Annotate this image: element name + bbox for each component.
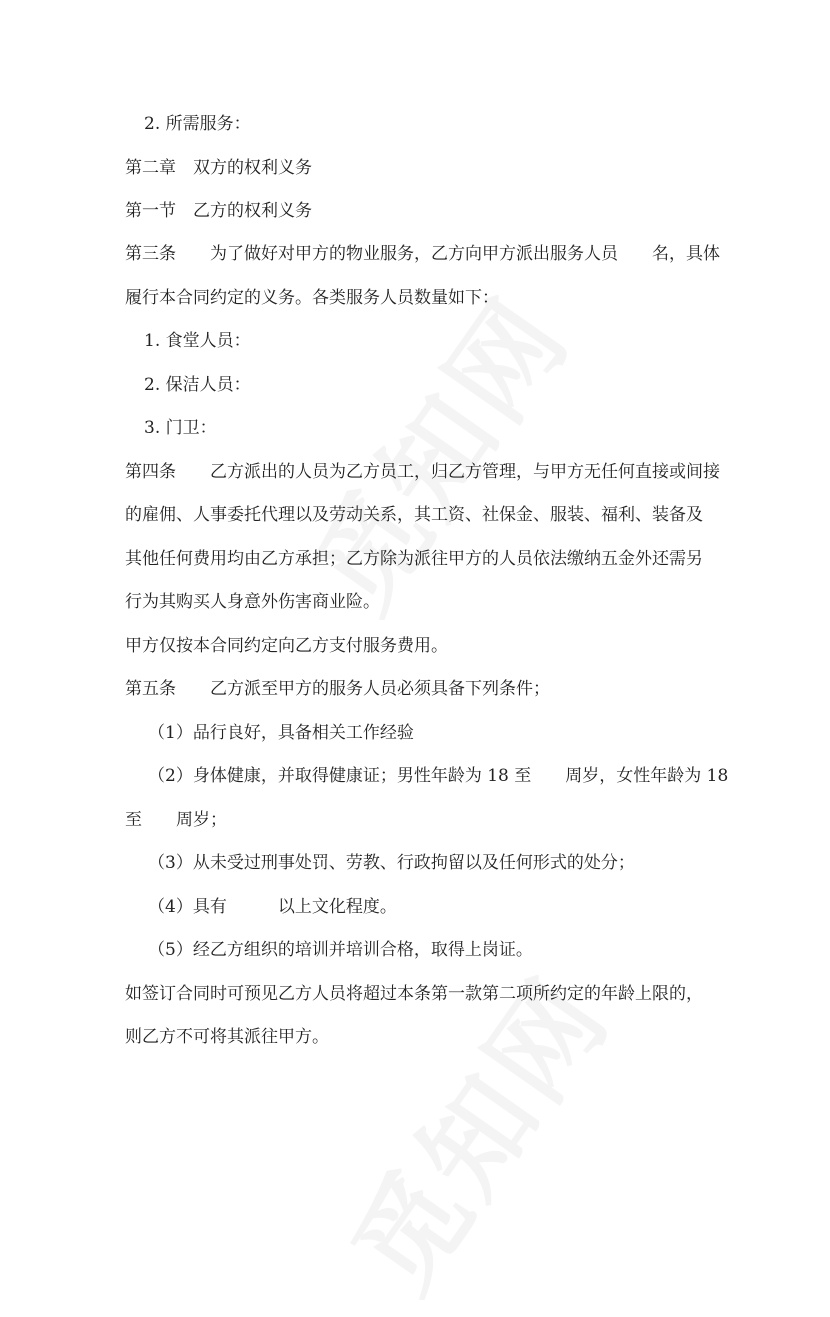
article-3-line-2: 履行本合同约定的义务。各类服务人员数量如下：	[125, 288, 499, 308]
item-required-services: 2. 所需服务：	[144, 114, 251, 134]
age-limit-clause-line-2: 则乙方不可将其派往甲方。	[125, 1027, 329, 1047]
condition-1: （1）品行良好，具备相关工作经验	[148, 723, 414, 743]
article-4-line-4: 行为其购买人身意外伤害商业险。	[125, 592, 380, 612]
condition-5: （5）经乙方组织的培训并培训合格，取得上岗证。	[148, 940, 533, 960]
chapter-heading: 第二章 双方的权利义务	[125, 158, 312, 178]
article-3-line-1: 第三条 为了做好对甲方的物业服务，乙方向甲方派出服务人员 名，具体	[125, 244, 720, 264]
age-limit-clause-line-1: 如签订合同时可预见乙方人员将超过本条第一款第二项所约定的年龄上限的，	[125, 984, 703, 1004]
staff-item-guard: 3. 门卫：	[144, 418, 217, 438]
article-4-line-1: 第四条 乙方派出的人员为乙方员工，归乙方管理，与甲方无任何直接或间接	[125, 462, 720, 482]
section-heading: 第一节 乙方的权利义务	[125, 201, 312, 221]
condition-2-line-2: 至 周岁；	[125, 810, 227, 830]
staff-item-cleaning: 2. 保洁人员：	[144, 375, 251, 395]
article-4-payment-clause: 甲方仅按本合同约定向乙方支付服务费用。	[125, 636, 448, 656]
article-4-line-2: 的雇佣、人事委托代理以及劳动关系，其工资、社保金、服装、福利、装备及	[125, 505, 703, 525]
condition-2-line-1: （2）身体健康，并取得健康证；男性年龄为 18 至 周岁，女性年龄为 18	[148, 766, 729, 786]
condition-4: （4）具有 以上文化程度。	[148, 897, 397, 917]
condition-3: （3）从未受过刑事处罚、劳教、行政拘留以及任何形式的处分；	[148, 853, 635, 873]
staff-item-canteen: 1. 食堂人员：	[144, 331, 251, 351]
article-4-line-3: 其他任何费用均由乙方承担；乙方除为派往甲方的人员依法缴纳五金外还需另	[125, 549, 703, 569]
article-5-heading: 第五条 乙方派至甲方的服务人员必须具备下列条件；	[125, 679, 550, 699]
watermark	[269, 261, 598, 637]
